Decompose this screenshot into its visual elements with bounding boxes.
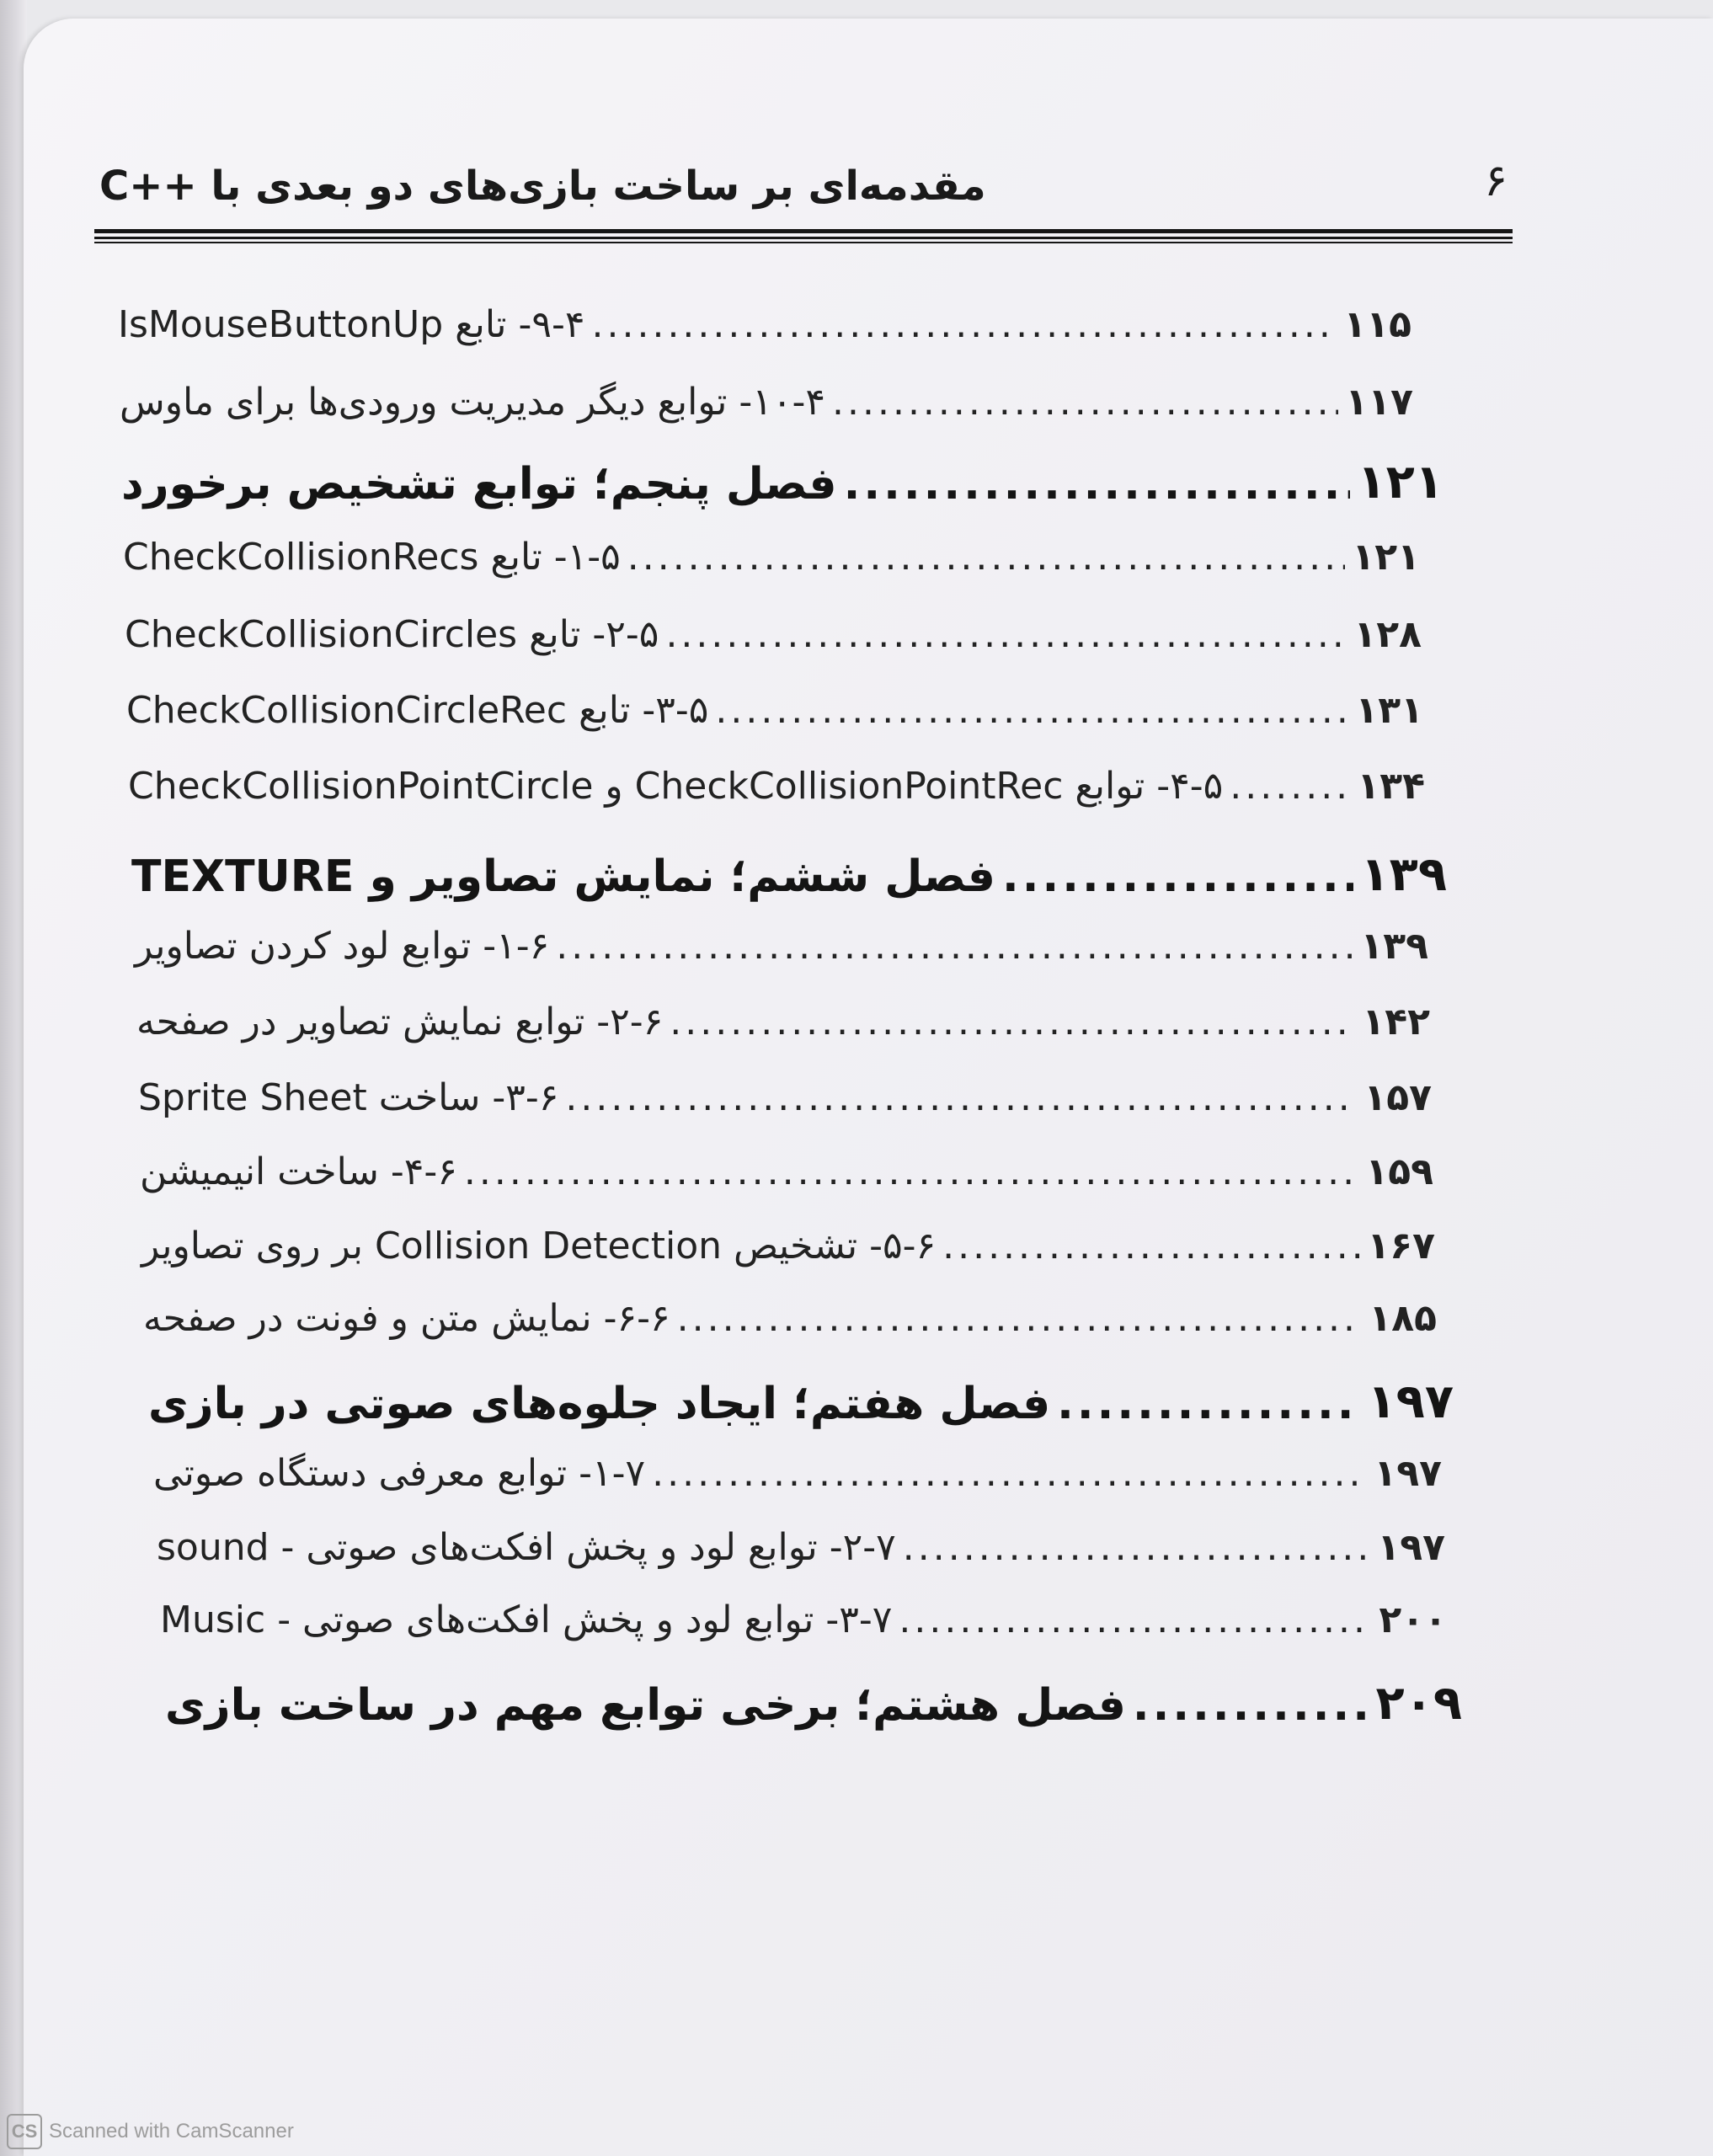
toc-entry-title: ۴-۶- ساخت انیمیشن [140,1150,457,1193]
toc-entry-page: ۱۵۹ [1365,1150,1433,1193]
dot-leader [627,536,1346,579]
toc-entry-page: ۱۹۷ [1374,1452,1442,1495]
toc-row [153,1452,1442,1495]
camscanner-logo-icon: CS [7,2114,42,2149]
toc-row [123,536,1420,579]
toc-entry-title: ۱-۷- توابع معرفی دستگاه صوتی [153,1452,646,1495]
toc-entry-page: ۱۸۵ [1369,1297,1437,1340]
dot-leader [832,381,1338,424]
header-rule [94,229,1513,246]
toc-row [135,925,1428,968]
toc-entry-page: ۱۱۵ [1343,303,1411,346]
toc-entry-page: ۱۳۹ [1360,925,1428,968]
toc-row [160,1598,1447,1641]
toc-entry-title: ۲-۶- توابع نمایش تصاویر در صفحه [136,1001,664,1043]
toc-entry-title: ۱-۶- توابع لود کردن تصاویر [135,925,550,968]
toc-entry-page: ۱۲۸ [1353,613,1422,656]
toc-entry-page: ۱۱۷ [1345,381,1413,424]
toc-row [141,1225,1435,1267]
toc-entry-title: ۳-۵- تابع CheckCollisionCircleRec [126,689,709,732]
toc-entry-page: ۱۶۷ [1367,1225,1435,1267]
toc-entry-title: ۲-۵- تابع CheckCollisionCircles [125,613,659,656]
dot-leader [464,1150,1359,1193]
dot-leader [556,925,1353,968]
toc-entry-page: ۱۹۷ [1377,1526,1445,1569]
toc-row [118,303,1411,346]
toc-row [131,847,1447,902]
dot-leader [942,1225,1360,1267]
toc-entry-title: ۲-۷- توابع لود و پخش افکت‌های صوتی - sound [157,1526,896,1569]
toc-row [126,689,1423,732]
toc-row [128,765,1425,808]
toc-entry-page: ۱۹۷ [1367,1374,1454,1429]
dot-leader [665,613,1347,656]
dot-leader [899,1598,1372,1641]
dot-leader [1230,765,1350,808]
camscanner-watermark [7,2114,294,2149]
toc-row [148,1374,1454,1429]
dot-leader [1133,1680,1369,1731]
camscanner-text: Scanned with CamScanner [49,2120,294,2143]
dot-leader [1002,851,1354,902]
toc-entry-title: ۵-۶- تشخیص Collision Detection بر روی تصاویر [141,1225,937,1267]
toc-row [143,1297,1437,1340]
toc-entry-page: ۲۰۹ [1375,1676,1462,1731]
page-header [99,147,1508,223]
toc-entry-page: ۱۵۷ [1363,1076,1432,1119]
toc-entry-title: فصل هشتم؛ برخی توابع مهم در ساخت بازی [165,1680,1126,1731]
toc-entry-title: ۴-۵- توابع CheckCollisionPointRec و CheckCollisionPointCircle [128,765,1224,808]
dot-leader [592,303,1337,346]
toc-entry-title: فصل ششم؛ نمایش تصاویر و TEXTURE [131,851,995,902]
dot-leader [844,459,1351,510]
book-title: مقدمه‌ای بر ساخت بازی‌های دو بعدی با ++C [99,163,986,210]
toc-entry-title: فصل هفتم؛ ایجاد جلوه‌های صوتی در بازی [148,1379,1051,1429]
toc-entry-title: ۹-۴- تابع IsMouseButtonUp [118,303,585,346]
toc-row [165,1676,1462,1731]
toc-entry-title: ۱۰-۴- توابع دیگر مدیریت ورودی‌ها برای ماوس [120,381,826,424]
toc-row [138,1076,1432,1119]
dot-leader [1057,1379,1360,1429]
toc-row [140,1150,1433,1193]
toc-entry-title: ۶-۶- نمایش متن و فونت در صفحه [143,1297,670,1340]
dot-leader [670,1001,1355,1043]
toc-entry-page: ۱۳۹ [1360,847,1447,902]
toc-row [125,613,1422,656]
dot-leader [903,1526,1371,1569]
toc-entry-title: ۳-۶- ساخت Sprite Sheet [138,1076,559,1119]
dot-leader [677,1297,1363,1340]
toc-row [121,455,1444,510]
dot-leader [565,1076,1357,1119]
dot-leader [715,689,1348,732]
toc-row [120,381,1413,424]
page-number: ۶ [1484,156,1508,206]
toc-entry-page: ۱۴۲ [1362,1001,1430,1043]
toc-row [157,1526,1445,1569]
toc-entry-page: ۱۳۴ [1357,765,1425,808]
toc-entry-title: ۱-۵- تابع CheckCollisionRecs [123,536,621,579]
toc-entry-title: ۳-۷- توابع لود و پخش افکت‌های صوتی - Music [160,1598,893,1641]
dot-leader [652,1452,1367,1495]
toc-entry-page: ۲۰۰ [1379,1598,1447,1641]
toc-entry-title: فصل پنجم؛ توابع تشخیص برخورد [121,459,837,510]
toc-entry-page: ۱۳۱ [1355,689,1423,732]
toc-entry-page: ۱۲۱ [1352,536,1420,579]
toc-row [136,1001,1430,1043]
toc-entry-page: ۱۲۱ [1357,455,1444,510]
